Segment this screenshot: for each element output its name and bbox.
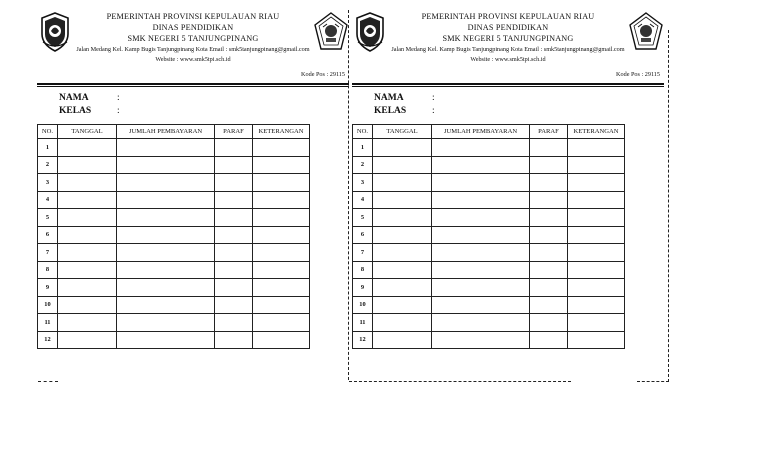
tanggal-cell[interactable]: [373, 331, 432, 349]
cut-line-bottom-middle: [349, 381, 571, 382]
paraf-cell[interactable]: [530, 331, 568, 349]
jumlah-cell[interactable]: [117, 174, 215, 192]
table-row: [38, 174, 310, 192]
jumlah-cell[interactable]: [117, 261, 215, 279]
row-number: 8: [353, 261, 373, 279]
header-website: Website : www.smk5tpi.sch.id: [470, 56, 546, 63]
row-number: 11: [353, 314, 373, 332]
row-number: 4: [38, 191, 58, 209]
tanggal-cell[interactable]: [58, 191, 117, 209]
header-province: PEMERINTAH PROVINSI KEPULAUAN RIAU: [106, 12, 280, 21]
paraf-cell[interactable]: [530, 209, 568, 227]
keterangan-cell[interactable]: [253, 191, 310, 209]
col-header-keterangan: KETERANGAN: [253, 125, 310, 139]
table-row: [353, 244, 625, 262]
jumlah-cell[interactable]: [117, 209, 215, 227]
jumlah-cell[interactable]: [117, 314, 215, 332]
paraf-cell[interactable]: [530, 314, 568, 332]
table-row: [38, 261, 310, 279]
row-number: 2: [38, 156, 58, 174]
kelas-label: KELAS: [374, 106, 407, 116]
header-address: Jalan Medang Kel. Kamp Bugis Tanjungpinang Kota Email : smk5tanjungpinang@gmail.com: [391, 46, 625, 53]
keterangan-cell[interactable]: [568, 191, 625, 209]
tanggal-cell[interactable]: [373, 226, 432, 244]
keterangan-cell[interactable]: [568, 156, 625, 174]
kelas-colon: :: [117, 106, 120, 116]
tanggal-cell[interactable]: [58, 156, 117, 174]
nama-label: NAMA: [374, 93, 404, 103]
paraf-cell[interactable]: [215, 296, 253, 314]
table-row: [38, 296, 310, 314]
row-number: 1: [38, 139, 58, 157]
kelas-colon: :: [432, 106, 435, 116]
header-postal-code: Kode Pos : 29115: [301, 71, 345, 78]
tanggal-cell[interactable]: [373, 174, 432, 192]
tanggal-cell[interactable]: [58, 139, 117, 157]
row-number: 8: [38, 261, 58, 279]
row-number: 1: [353, 139, 373, 157]
cut-line-vertical-middle: [348, 10, 349, 380]
tanggal-cell[interactable]: [58, 174, 117, 192]
jumlah-cell[interactable]: [432, 296, 530, 314]
table-row: [353, 261, 625, 279]
cut-line-bottom-right: [637, 381, 669, 382]
col-header-keterangan: KETERANGAN: [568, 125, 625, 139]
tanggal-cell[interactable]: [373, 296, 432, 314]
paraf-cell[interactable]: [215, 191, 253, 209]
row-number: 6: [38, 226, 58, 244]
payment-table: [352, 124, 625, 349]
paraf-cell[interactable]: [530, 261, 568, 279]
jumlah-cell[interactable]: [117, 156, 215, 174]
keterangan-cell[interactable]: [568, 296, 625, 314]
row-number: 12: [38, 331, 58, 349]
col-header-jumlah: JUMLAH PEMBAYARAN: [117, 125, 215, 139]
table-row: [353, 191, 625, 209]
tanggal-cell[interactable]: [58, 244, 117, 262]
table-row: [353, 156, 625, 174]
letterhead: [352, 8, 664, 86]
jumlah-cell[interactable]: [432, 261, 530, 279]
table-row: [353, 279, 625, 297]
row-number: 10: [353, 296, 373, 314]
jumlah-cell[interactable]: [432, 139, 530, 157]
tanggal-cell[interactable]: [373, 279, 432, 297]
paraf-cell[interactable]: [530, 174, 568, 192]
col-header-tanggal: TANGGAL: [58, 125, 117, 139]
tanggal-cell[interactable]: [58, 226, 117, 244]
header-postal-code: Kode Pos : 29115: [616, 71, 660, 78]
jumlah-cell[interactable]: [432, 209, 530, 227]
payment-card-left: [37, 8, 349, 349]
row-number: 9: [353, 279, 373, 297]
keterangan-cell[interactable]: [568, 174, 625, 192]
table-row: [38, 191, 310, 209]
keterangan-cell[interactable]: [253, 209, 310, 227]
paraf-cell[interactable]: [215, 244, 253, 262]
row-number: 3: [38, 174, 58, 192]
tanggal-cell[interactable]: [373, 139, 432, 157]
tanggal-cell[interactable]: [58, 279, 117, 297]
tanggal-cell[interactable]: [373, 244, 432, 262]
header-school: SMK NEGERI 5 TANJUNGPINANG: [442, 34, 574, 43]
paraf-cell[interactable]: [530, 226, 568, 244]
keterangan-cell[interactable]: [568, 314, 625, 332]
table-row: [353, 331, 625, 349]
col-header-tanggal: TANGGAL: [373, 125, 432, 139]
tanggal-cell[interactable]: [373, 314, 432, 332]
col-header-no: NO.: [353, 125, 373, 139]
paraf-cell[interactable]: [215, 156, 253, 174]
paraf-cell[interactable]: [215, 209, 253, 227]
row-number: 6: [353, 226, 373, 244]
header-address: Jalan Medang Kel. Kamp Bugis Tanjungpinang Kota Email : smk5tanjungpinang@gmail.com: [76, 46, 310, 53]
paraf-cell[interactable]: [215, 314, 253, 332]
col-header-jumlah: JUMLAH PEMBAYARAN: [432, 125, 530, 139]
tanggal-cell[interactable]: [373, 156, 432, 174]
keterangan-cell[interactable]: [568, 244, 625, 262]
jumlah-cell[interactable]: [117, 191, 215, 209]
student-identity: [352, 92, 664, 118]
paraf-cell[interactable]: [530, 139, 568, 157]
header-rule-thick: [37, 83, 349, 85]
row-number: 5: [353, 209, 373, 227]
row-number: 12: [353, 331, 373, 349]
jumlah-cell[interactable]: [432, 331, 530, 349]
keterangan-cell[interactable]: [253, 226, 310, 244]
col-header-no: NO.: [38, 125, 58, 139]
table-row: [38, 226, 310, 244]
keterangan-cell[interactable]: [253, 314, 310, 332]
header-rule-thick: [352, 83, 664, 85]
header-department: DINAS PENDIDIKAN: [152, 23, 234, 32]
jumlah-cell[interactable]: [117, 139, 215, 157]
tanggal-cell[interactable]: [58, 314, 117, 332]
table-row: [353, 209, 625, 227]
table-row: [38, 244, 310, 262]
letterhead: [37, 8, 349, 86]
table-row: [353, 314, 625, 332]
header-website: Website : www.smk5tpi.sch.id: [155, 56, 231, 63]
header-rule-thin: [352, 86, 664, 87]
header-province: PEMERINTAH PROVINSI KEPULAUAN RIAU: [421, 12, 595, 21]
header-school: SMK NEGERI 5 TANJUNGPINANG: [127, 34, 259, 43]
jumlah-cell[interactable]: [432, 279, 530, 297]
header-rule-thin: [37, 86, 349, 87]
paraf-cell[interactable]: [530, 279, 568, 297]
paraf-cell[interactable]: [215, 261, 253, 279]
tanggal-cell[interactable]: [58, 261, 117, 279]
paraf-cell[interactable]: [215, 174, 253, 192]
cut-line-bottom-left: [38, 381, 58, 382]
paraf-cell[interactable]: [530, 244, 568, 262]
keterangan-cell[interactable]: [568, 226, 625, 244]
jumlah-cell[interactable]: [117, 279, 215, 297]
jumlah-cell[interactable]: [432, 244, 530, 262]
table-row: [38, 279, 310, 297]
kelas-label: KELAS: [59, 106, 92, 116]
header-department: DINAS PENDIDIKAN: [467, 23, 549, 32]
keterangan-cell[interactable]: [253, 331, 310, 349]
table-row: [38, 139, 310, 157]
nama-label: NAMA: [59, 93, 89, 103]
paraf-cell[interactable]: [530, 156, 568, 174]
table-row: [353, 226, 625, 244]
row-number: 9: [38, 279, 58, 297]
table-row: [38, 331, 310, 349]
tanggal-cell[interactable]: [373, 209, 432, 227]
keterangan-cell[interactable]: [253, 244, 310, 262]
paraf-cell[interactable]: [215, 139, 253, 157]
paraf-cell[interactable]: [530, 296, 568, 314]
keterangan-cell[interactable]: [568, 261, 625, 279]
row-number: 11: [38, 314, 58, 332]
jumlah-cell[interactable]: [117, 244, 215, 262]
table-row: [38, 209, 310, 227]
col-header-paraf: PARAF: [530, 125, 568, 139]
table-row: [353, 296, 625, 314]
keterangan-cell[interactable]: [253, 261, 310, 279]
jumlah-cell[interactable]: [432, 226, 530, 244]
table-header-row: [38, 125, 310, 139]
paraf-cell[interactable]: [215, 279, 253, 297]
paraf-cell[interactable]: [215, 331, 253, 349]
table-row: [38, 156, 310, 174]
paraf-cell[interactable]: [215, 226, 253, 244]
row-number: 5: [38, 209, 58, 227]
row-number: 3: [353, 174, 373, 192]
paraf-cell[interactable]: [530, 191, 568, 209]
nama-colon: :: [117, 93, 120, 103]
keterangan-cell[interactable]: [568, 209, 625, 227]
row-number: 7: [353, 244, 373, 262]
jumlah-cell[interactable]: [117, 296, 215, 314]
jumlah-cell[interactable]: [432, 156, 530, 174]
jumlah-cell[interactable]: [432, 314, 530, 332]
keterangan-cell[interactable]: [568, 331, 625, 349]
keterangan-cell[interactable]: [253, 296, 310, 314]
keterangan-cell[interactable]: [253, 279, 310, 297]
student-identity: [37, 92, 349, 118]
tanggal-cell[interactable]: [58, 296, 117, 314]
jumlah-cell[interactable]: [432, 174, 530, 192]
cut-line-vertical-right: [668, 30, 669, 382]
keterangan-cell[interactable]: [253, 156, 310, 174]
jumlah-cell[interactable]: [117, 331, 215, 349]
tanggal-cell[interactable]: [373, 261, 432, 279]
payment-table: [37, 124, 310, 349]
keterangan-cell[interactable]: [253, 139, 310, 157]
row-number: 7: [38, 244, 58, 262]
row-number: 10: [38, 296, 58, 314]
row-number: 4: [353, 191, 373, 209]
jumlah-cell[interactable]: [117, 226, 215, 244]
table-row: [353, 139, 625, 157]
payment-card-right: [352, 8, 664, 349]
table-header-row: [353, 125, 625, 139]
col-header-paraf: PARAF: [215, 125, 253, 139]
tanggal-cell[interactable]: [58, 331, 117, 349]
keterangan-cell[interactable]: [568, 139, 625, 157]
jumlah-cell[interactable]: [432, 191, 530, 209]
tanggal-cell[interactable]: [58, 209, 117, 227]
table-row: [353, 174, 625, 192]
keterangan-cell[interactable]: [253, 174, 310, 192]
tanggal-cell[interactable]: [373, 191, 432, 209]
keterangan-cell[interactable]: [568, 279, 625, 297]
row-number: 2: [353, 156, 373, 174]
table-row: [38, 314, 310, 332]
nama-colon: :: [432, 93, 435, 103]
